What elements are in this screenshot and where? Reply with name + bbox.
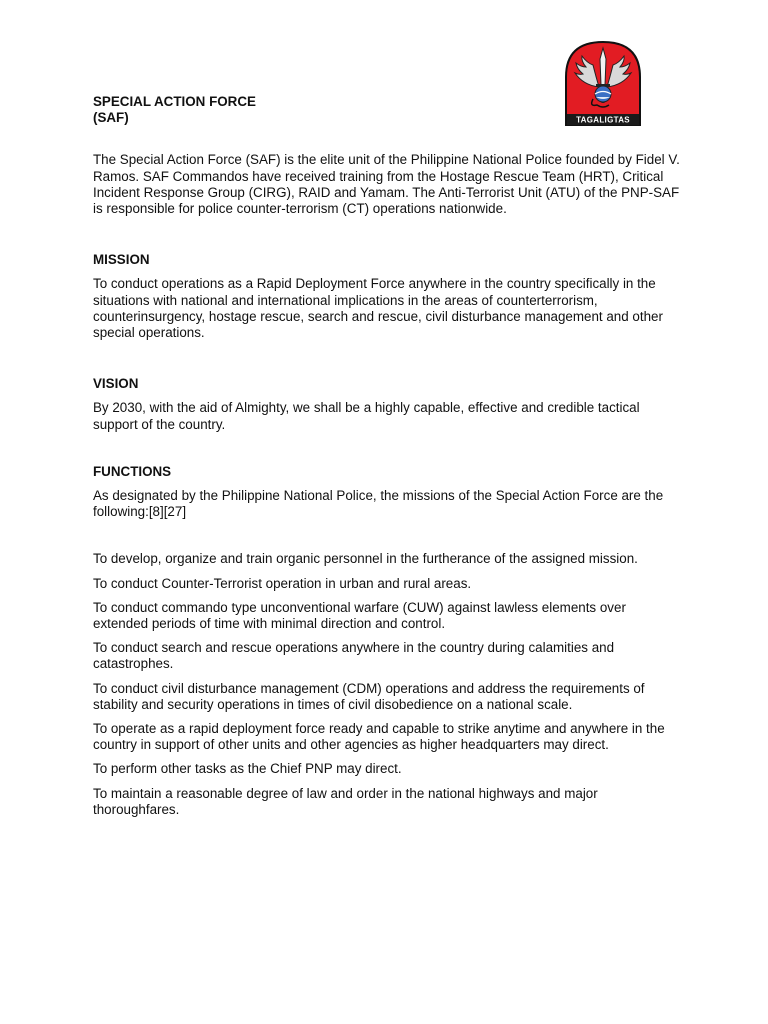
functions-list	[93, 551, 683, 818]
emblem-label: TAGALIGTAS	[576, 115, 630, 125]
document-body	[93, 94, 683, 826]
vision-paragraph: By 2030, with the aid of Almighty, we shall be a highly capable, effective and credible tactical support of the country.	[93, 400, 640, 432]
page-title	[93, 94, 683, 126]
functions-heading: FUNCTIONS	[93, 463, 172, 479]
list-item: To operate as a rapid deployment force ready and capable to strike anytime and anywhere in the country in support of other units and other agencies as higher headquarters may direct.	[93, 721, 665, 753]
intro-paragraph: The Special Action Force (SAF) is the elite unit of the Philippine National Police founded by Fidel V. Ramos. SAF Commandos have received training from the Hostage Rescue Team (HRT), Critical Incident Response Group (CIRG), RAID and Yamam. The Anti-Terrorist Unit (ATU) of the PNP-SAF is responsible for police counter-terrorism (CT) operations nationwide.	[93, 152, 680, 217]
list-item: To perform other tasks as the Chief PNP may direct.	[93, 761, 402, 777]
list-item: To develop, organize and train organic personnel in the furtherance of the assigned mission.	[93, 551, 638, 567]
vision-heading: VISION	[93, 376, 139, 392]
list-item: To conduct commando type unconventional warfare (CUW) against lawless elements over extended periods of time with minimal direction and control.	[93, 599, 626, 632]
page-title-line1: SPECIAL ACTION FORCE	[93, 94, 256, 109]
list-item: To conduct civil disturbance management (CDM) operations and address the requirements of stability and security operations in times of civil disobedience on a national scale.	[93, 680, 645, 712]
list-item: To conduct search and rescue operations anywhere in the country during calamities and catastrophes.	[93, 640, 615, 672]
list-item: To conduct Counter-Terrorist operation in urban and rural areas.	[93, 575, 472, 591]
page-title-line2: (SAF)	[93, 110, 129, 126]
mission-paragraph: To conduct operations as a Rapid Deployment Force anywhere in the country specifically in the situations with national and international implications in the areas of counterterrorism, counterinsurgency, hostage rescue, search and rescue, civil disturbance management and other special operations.	[93, 276, 663, 341]
mission-heading: MISSION	[93, 252, 150, 268]
list-item: To maintain a reasonable degree of law and order in the national highways and major thoroughfares.	[93, 785, 598, 817]
functions-intro-paragraph: As designated by the Philippine National Police, the missions of the Special Action Force are the following:[8][27]	[93, 488, 664, 520]
